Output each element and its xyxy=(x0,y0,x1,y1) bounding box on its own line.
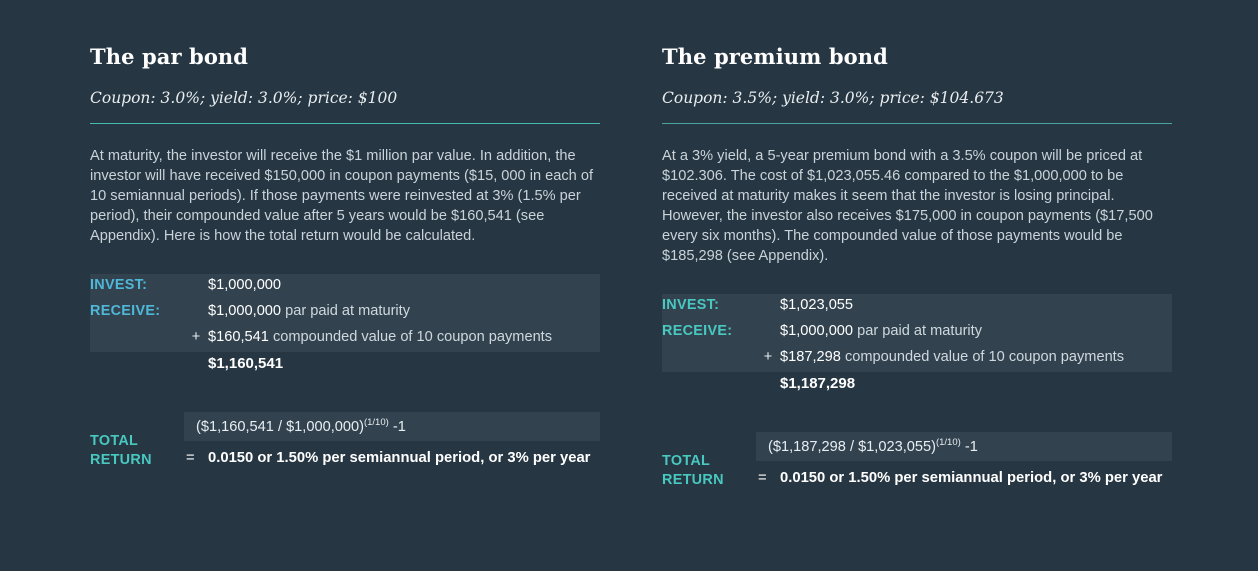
calculation-block xyxy=(662,294,1172,398)
column-subtitle: Coupon: 3.0%; yield: 3.0%; price: $100 xyxy=(90,89,398,107)
invest-label: INVEST: xyxy=(90,277,148,293)
total-return-formula xyxy=(184,412,600,441)
coupon-value: $187,298 xyxy=(780,349,841,365)
equals-operator: = xyxy=(186,449,195,466)
body-paragraph: At a 3% yield, a 5-year premium bond with a 3.5% coupon will be priced at $102.306. The cost of $1,023,055.46 compared to the $1,000,000 to be received at maturity makes it seem that the investor is losing principal. However, the investor also receives $175,000 in coupon payments ($17,500 every six months). The compounded value of those payments would be $185,298 (see Appendix). xyxy=(662,148,1153,264)
receive-row xyxy=(662,320,1172,346)
equals-operator: = xyxy=(758,469,767,486)
block-gap xyxy=(90,386,600,412)
page-title-secondary: The premium bond xyxy=(662,44,888,69)
receive-value: $1,000,000 xyxy=(208,303,282,319)
divider-rule xyxy=(90,123,600,124)
coupon-label-spacer xyxy=(662,359,756,361)
page-title: The par bond xyxy=(90,44,249,69)
result-text: 0.0150 or 1.50% per semiannual period, or 3% per year xyxy=(208,449,591,466)
calculation-block xyxy=(90,274,600,378)
invest-value: $1,023,055 xyxy=(780,297,854,313)
invest-row xyxy=(662,294,1172,320)
formula-tail: -1 xyxy=(388,418,406,435)
invest-value: $1,000,000 xyxy=(208,277,282,293)
result-text: 0.0150 or 1.50% per semiannual period, or 3% per year xyxy=(780,469,1163,486)
receive-value: $1,000,000 xyxy=(780,323,854,339)
total-label-line2: RETURN xyxy=(90,452,152,468)
total-label-line2: RETURN xyxy=(662,472,724,488)
total-return-block xyxy=(90,412,600,470)
sum-amount xyxy=(184,352,600,375)
body-paragraph: At maturity, the investor will receive the $1 million par value. In addition, the investor will have received $150,000 in coupon payments ($15, 000 in each of 10 semiannual periods). If those payments were reinvested at 3% (1.5% per period), their compounded value after 5 years would be $160,541 (see Appendix). Here is how the total return would be calculated. xyxy=(90,148,593,244)
total-return-content xyxy=(184,412,600,470)
sum-label-spacer xyxy=(662,386,756,388)
invest-amount xyxy=(756,294,1172,316)
total-label-line1: TOTAL xyxy=(90,433,139,449)
coupon-row xyxy=(662,346,1172,372)
invest-amount xyxy=(184,274,600,296)
formula-text: ($1,187,298 / $1,023,055) xyxy=(768,438,936,455)
coupon-value: $160,541 xyxy=(208,329,269,345)
sum-label-spacer xyxy=(90,366,184,368)
total-return-result xyxy=(184,441,600,466)
invest-row xyxy=(90,274,600,300)
receive-amount xyxy=(756,320,1172,342)
receive-amount xyxy=(184,300,600,322)
formula-text: ($1,160,541 / $1,000,000) xyxy=(196,418,364,435)
column-premium-bond xyxy=(662,44,1172,490)
column-par-bond xyxy=(90,44,600,490)
total-return-content xyxy=(756,432,1172,490)
two-column-layout xyxy=(90,44,1170,490)
column-subtitle: Coupon: 3.5%; yield: 3.0%; price: $104.673 xyxy=(662,89,1004,107)
receive-row xyxy=(90,300,600,326)
plus-operator: + xyxy=(763,349,773,365)
invest-label: INVEST: xyxy=(662,297,720,313)
divider-rule xyxy=(662,123,1172,124)
total-return-formula xyxy=(756,432,1172,461)
coupon-amount xyxy=(184,326,600,348)
receive-label: RECEIVE: xyxy=(90,303,161,319)
total-return-block xyxy=(662,432,1172,490)
block-gap xyxy=(662,406,1172,432)
total-label-line1: TOTAL xyxy=(662,453,711,469)
formula-exponent: (1/10) xyxy=(363,417,389,428)
receive-label: RECEIVE: xyxy=(662,323,733,339)
plus-operator: + xyxy=(191,329,201,345)
sum-value: $1,160,541 xyxy=(208,355,284,372)
receive-description: par paid at maturity xyxy=(857,323,983,339)
total-return-label xyxy=(662,432,756,490)
formula-exponent: (1/10) xyxy=(935,437,961,448)
receive-description: par paid at maturity xyxy=(285,303,411,319)
sum-row xyxy=(662,372,1172,398)
coupon-row xyxy=(90,326,600,352)
coupon-description: compounded value of 10 coupon payments xyxy=(272,329,553,345)
total-return-label xyxy=(90,412,184,470)
formula-tail: -1 xyxy=(960,438,978,455)
coupon-amount xyxy=(756,346,1172,368)
sum-value: $1,187,298 xyxy=(780,375,856,392)
coupon-description: compounded value of 10 coupon payments xyxy=(844,349,1125,365)
coupon-label-spacer xyxy=(90,339,184,341)
total-return-result xyxy=(756,461,1172,486)
sum-amount xyxy=(756,372,1172,395)
sum-row xyxy=(90,352,600,378)
